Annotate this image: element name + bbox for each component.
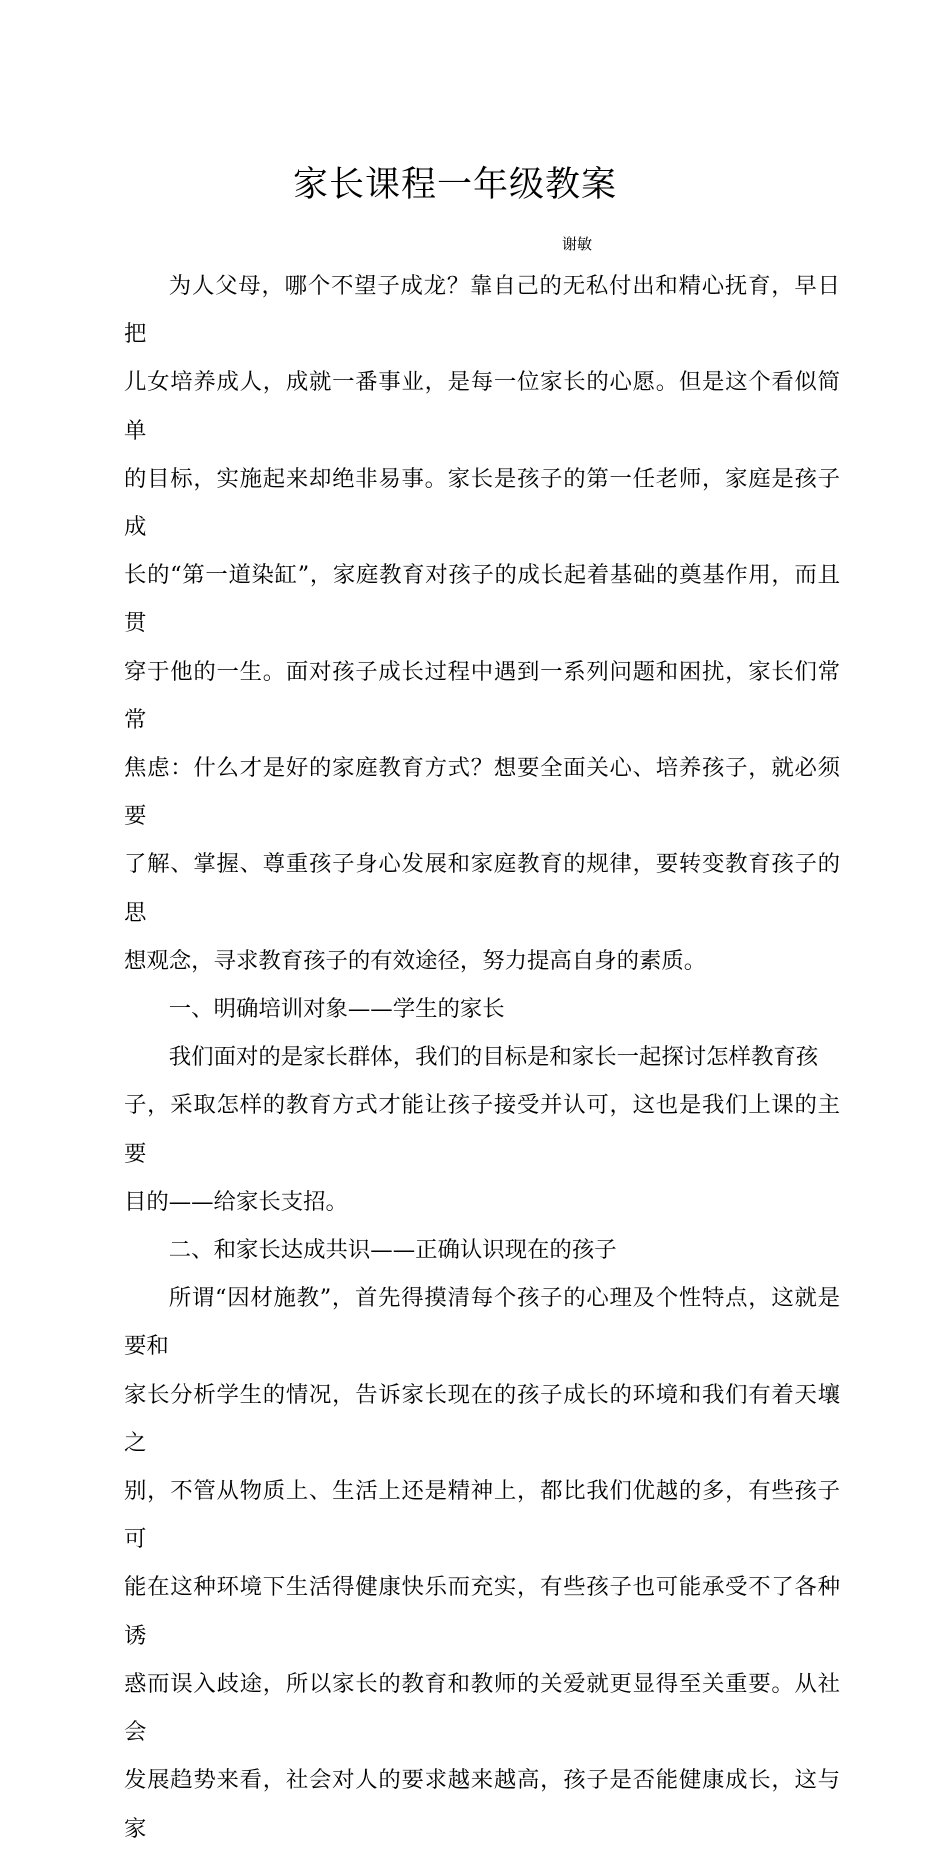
text-line: 儿女培养成人，成就一番事业，是每一位家长的心愿。但是这个看似简单 bbox=[124, 369, 840, 444]
text-line: 想观念，寻求教育孩子的有效途径，努力提高自身的素质。 bbox=[124, 947, 707, 974]
text-line: 惑而误入歧途，所以家长的教育和教师的关爱就更显得至关重要。从社会 bbox=[124, 1670, 840, 1746]
text-line: 二、和家长达成共识——正确认识现在的孩子 bbox=[168, 1237, 617, 1264]
text-line: 我们面对的是家长群体，我们的目标是和家长一起探讨怎样教育孩 bbox=[168, 1044, 819, 1071]
document-author: 谢敏 bbox=[562, 235, 593, 253]
text-line: 一、明确培训对象——学生的家长 bbox=[168, 996, 505, 1023]
text-line: 能在这种环境下生活得健康快乐而充实，有些孩子也可能承受不了各种诱 bbox=[124, 1574, 840, 1649]
text-line: 了解、掌握、尊重孩子身心发展和家庭教育的规律，要转变教育孩子的思 bbox=[124, 851, 840, 926]
text-line: 长的“第一道染缸”，家庭教育对孩子的成长起着基础的奠基作用，而且贯 bbox=[124, 562, 840, 637]
text-line: 为人父母，哪个不望子成龙？靠自己的无私付出和精心抚育，早日把 bbox=[124, 273, 840, 348]
text-line: 穿于他的一生。面对孩子成长过程中遇到一系列问题和困扰，家长们常常 bbox=[124, 658, 840, 733]
text-line: 目的——给家长支招。 bbox=[124, 1188, 348, 1215]
text-line: 子，采取怎样的教育方式才能让孩子接受并认可，这也是我们上课的主要 bbox=[124, 1092, 840, 1167]
document-title: 家长课程一年级教案 bbox=[292, 165, 617, 205]
text-line: 所谓“因材施教”，首先得摸清每个孩子的心理及个性特点，这就是要和 bbox=[124, 1285, 840, 1360]
text-line: 的目标，实施起来却绝非易事。家长是孩子的第一任老师，家庭是孩子成 bbox=[124, 465, 840, 541]
section-heading-1 bbox=[124, 985, 840, 1033]
paragraph-section-2 bbox=[124, 1274, 840, 1852]
section-heading-2 bbox=[124, 1226, 840, 1274]
document-body bbox=[124, 262, 840, 1853]
paragraph-intro bbox=[124, 262, 840, 985]
text-line: 家长分析学生的情况，告诉家长现在的孩子成长的环境和我们有着天壤之 bbox=[124, 1381, 840, 1456]
text-line: 焦虑：什么才是好的家庭教育方式？想要全面关心、培养孩子，就必须要 bbox=[124, 755, 840, 830]
text-line: 别，不管从物质上、生活上还是精神上，都比我们优越的多，有些孩子可 bbox=[124, 1478, 840, 1553]
text-line: 发展趋势来看，社会对人的要求越来越高，孩子是否能健康成长，这与家 bbox=[124, 1767, 840, 1842]
paragraph-section-1 bbox=[124, 1033, 840, 1226]
